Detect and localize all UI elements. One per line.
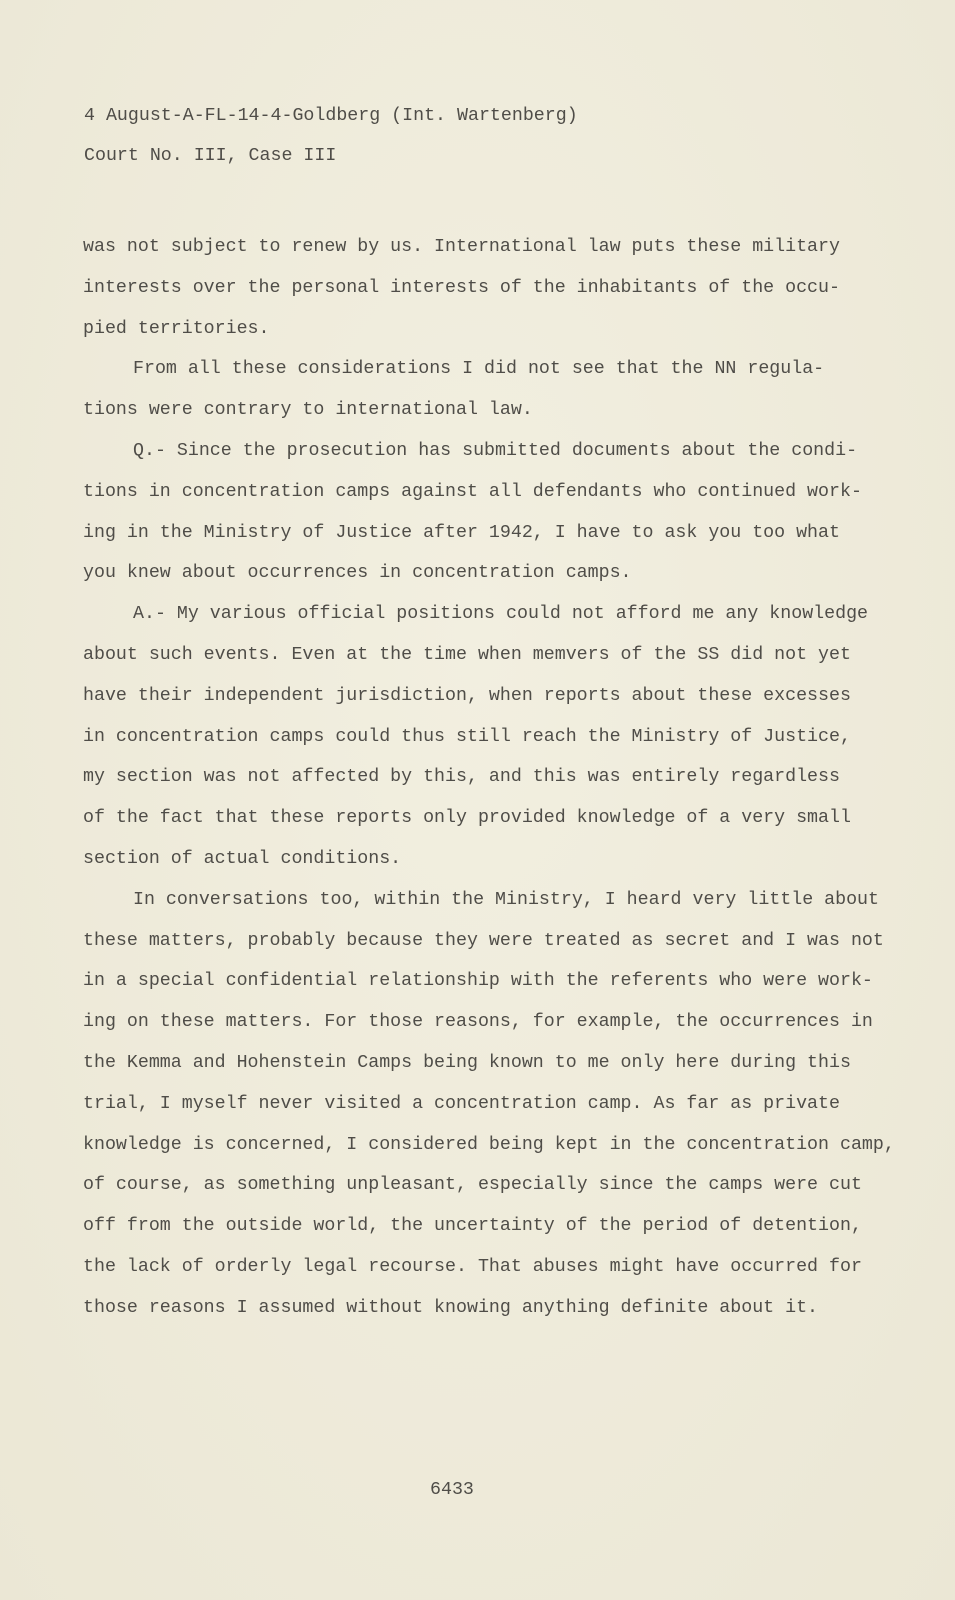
text-line: about such events. Even at the time when memvers of the SS did not yet [83,644,851,665]
text-line: section of actual conditions. [83,848,402,869]
text-line: my section was not affected by this, and this was entirely regardless [83,767,840,788]
document-reference: 4 August-A-FL-14-4-Goldberg (Int. Wartenberg) [84,106,578,126]
text-line: in a special confidential relationship with the referents who were work- [83,971,873,992]
text-line: those reasons I assumed without knowing anything definite about it. [83,1297,819,1318]
text-line: ing in the Ministry of Justice after 1942, I have to ask you too what [83,522,840,543]
text-line: the lack of orderly legal recourse. That abuses might have occurred for [83,1256,862,1277]
paragraph [83,880,895,1329]
text-line: of the fact that these reports only provided knowledge of a very small [83,808,851,829]
text-line: interests over the personal interests of the inhabitants of the occu- [83,277,840,298]
text-line: Q.- Since the prosecution has submitted documents about the condi- [133,440,858,461]
text-line: knowledge is concerned, I considered being kept in the concentration camp, [83,1134,895,1155]
text-line: ing on these matters. For those reasons, for example, the occurrences in [83,1012,873,1033]
page-number: 6433 [430,1480,474,1500]
text-line: pied territories. [83,318,270,339]
paragraph [83,431,883,594]
text-line: In conversations too, within the Ministry, I heard very little about [133,889,879,910]
paragraph [83,594,883,880]
text-line: you knew about occurrences in concentration camps. [83,563,632,584]
text-line: From all these considerations I did not see that the NN regula- [133,359,825,380]
court-case-line: Court No. III, Case III [84,146,337,166]
text-line: of course, as something unpleasant, especially since the camps were cut [83,1175,862,1196]
paragraph [83,349,883,431]
text-line: off from the outside world, the uncertainty of the period of detention, [83,1216,862,1237]
paragraph [83,227,883,349]
text-line: A.- My various official positions could not afford me any knowledge [133,604,869,625]
text-line: these matters, probably because they were treated as secret and I was not [83,930,884,951]
text-line: in concentration camps could thus still reach the Ministry of Justice, [83,726,851,747]
text-line: tions were contrary to international law. [83,400,533,421]
text-line: the Kemma and Hohenstein Camps being known to me only here during this [83,1052,851,1073]
text-line: was not subject to renew by us. International law puts these military [83,237,840,257]
text-line: tions in concentration camps against all defendants who continued work- [83,481,862,502]
document-body [83,227,895,1329]
text-line: have their independent jurisdiction, when reports about these excesses [83,685,851,706]
text-line: trial, I myself never visited a concentration camp. As far as private [83,1093,840,1114]
